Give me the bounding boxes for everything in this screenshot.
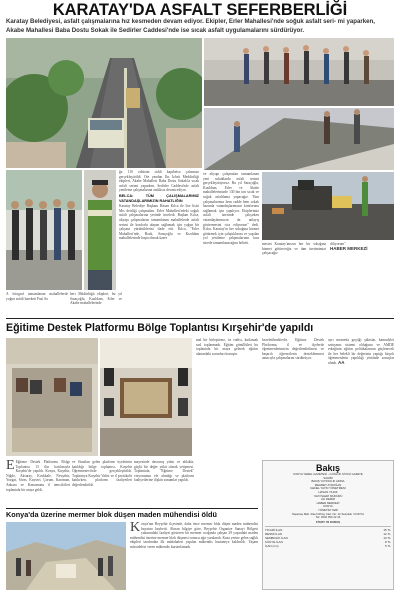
ad-rate-label: RESMİ İLAN	[265, 532, 283, 537]
ad-rate-price: 5 TL	[385, 544, 391, 549]
article3-col-1-text: onya'nın Beyşehir ilçesinde, daha önce mermer blok düşen maden mühendisi hayatını kaybetti. Alınan bilgiye göre, Beyşehir Organize Sanayi Bölgesi yakınındaki faaliyet gösteren bir mermer ocağında çalışan 29 yaşındaki maden mühendisi	[130, 522, 258, 540]
photo-officials-group	[6, 170, 82, 290]
photo-asphalt-machine	[262, 172, 394, 240]
photo-conference-room	[100, 338, 192, 456]
article2-dropcap: E	[6, 460, 15, 473]
article1-col-right	[203, 172, 259, 292]
ad-rate-label: İLAN (cm)	[265, 544, 279, 549]
article1-caption-2	[70, 292, 122, 314]
ad-rate-price: 15 TL	[383, 528, 391, 533]
divider-2	[6, 508, 258, 509]
article2-col-4-text: bezeletilmektedir. Eğitime Destek Platformu, il ve ilçelerde öğretmenlerimizin değerlendirilmesi ve başarılı öğrencilerin desteklenmesi amacıyla çalışmalarını sürdürüyor.	[262, 338, 324, 361]
ad-rates	[265, 526, 391, 548]
article3-col-1	[130, 522, 258, 590]
masthead-line-11: Nişantaş Mah. Rauf Orbay Cad. No: 12 Selçuklu / KONYA	[292, 511, 364, 516]
article1-signoff: HABER MERKEZİ	[330, 245, 368, 251]
masthead-line-12: Tel: 0332 350 42 43	[315, 515, 341, 520]
masthead-line-9: KONYA	[323, 504, 333, 509]
article1-tail	[262, 242, 326, 290]
article1-col-mid-text-2: Karatay Belediye Başkanı Hasan Kılca ile lise lisisi Mıs deirliği çalışmaları. Erler Mahallesi'ndeki soğuk asfalt çalışmalarına yerinde inceledi. Başkan Kılca, altyapı çalışmalarını tamamlanan mahallelerde asfalt serimi ile konforlu ulaşım sağlamak için yoğun bir çalışma yürüttüklerini ifade etti. Kılca, "Erler Mahallesi'nde, Bozk, Saraçoğlu ve Kızıldam mahallelerinde başta olmak üzere	[119, 204, 199, 241]
article1-tail-text-2: diliyorum"	[330, 242, 346, 246]
masthead-line-8: HABER MERKEZİ	[316, 500, 340, 505]
article1-col-mid-subhead: BELCA: TÜM ÇALIŞMALARIMIZ VATANDAŞLARIMIZIN RAHATLIĞIN	[119, 193, 199, 203]
article1-caption-text: A fotograf tamamlanan mahallelerde yoğun asfalt hareketi Pazi Sa	[6, 292, 68, 301]
photo-officials	[204, 38, 394, 106]
masthead-price: FİYATI: 50 KURUŞ	[316, 519, 340, 524]
article2-col-1-text: Eğitime Destek Platformu Bölge Toplantısı 13 ilin katılımıyla Kırşehir'de yapıldı. Konya, Kırşehir, Niğde, Aksaray, Kırıkkale, Nevşehir, Yozgat, Sivas, Kayseri, Çorum, Karaman, Ankara ve Kastamonu il temsilcileri toplantıda bir araya geldi.	[6, 460, 70, 492]
masthead-line-0: KONYA YEREL GAZETESİ - GÜNLÜK SİYASİ GAZETE	[293, 472, 363, 476]
masthead-title: Bakış	[315, 463, 341, 473]
article1-tail-2	[330, 242, 394, 290]
article2-col-3-text: mayesinde davranış yılmı ve ahlakla, güçlü bir değer yükü olarak yetişmesi. Toplantıda, "Eğitime Destek" vizyonunun ele alındığı ve platform faaliyetlerine ilişkin sunumlar yapıldı.	[134, 460, 194, 483]
article2-col-1	[6, 460, 70, 506]
article2-headline: Eğitime Destek Platformu Bölge Toplantısı Kırşehir'de yapıldı	[6, 322, 314, 334]
article1-col-right-text-2: Kılca, Karatay'ın her sokağına hizmet götürmek için çalıştıklarını ve yapılan yol yenileme çalışmalarının kısa sürede tamamlanacağını belirtti.	[203, 227, 259, 245]
article2-signoff: AA	[338, 359, 345, 365]
masthead-box	[262, 460, 394, 590]
article3-dropcap: K	[130, 522, 141, 535]
article1-caption	[6, 292, 68, 314]
article2-col-3	[134, 460, 194, 506]
article1-caption-text-2: heri Müdürlüğü ekipleri, bu yıl Saraçoğlu, Kızıldam, Erler ve Akabe mahallelerinde	[70, 292, 122, 306]
article1-col-mid	[119, 170, 199, 292]
masthead-line-2: BAKIŞ YAYINCILIK ADINA	[311, 479, 345, 484]
article2-col-2-text: ve Strazları gelen platform üyelerinin katıldığı bölge toplantısı, Kırşehir Öğretmenevi'nde gerçekleştirildi. Toplantıya Kırşehir Valisi ve il protokolü katılırken, platform faaliyetleri değerlendirildi.	[72, 460, 132, 487]
masthead-line-4: GENEL YAYIN YÖNETMENİ	[310, 486, 346, 491]
masthead-line-5: HASAN YILDIZ	[318, 489, 338, 494]
masthead-line-3: MEHMET AYDOĞAN	[314, 482, 342, 487]
article2-col-5-text: ayrı mesneda geçtiği şüktsün, kamudylet sartışmas sistemi olduğunu ve AMDE erkeğinin eğitim politikalarının güçlenecek ile her belekli bir değerinin yaptığı birçok öğretmenlerin yapıldığı yönünde sonuçlar alındı.	[328, 338, 394, 365]
article1-col-right-text: ve altyapı çalışmaları tamamlanan yeni sokaklarda asfalt serimi gerçekleştiriyoruz. Bu yıl Saraçoğlu, Kızıldam, Erler ve Akabe mahallelerimizde 130 bin ton sıcak ve soğuk asfaltlama yapacağız. Tüm çalışmalarımız hem cadde hem sokak bazında vatandaşlarımızın konforunu sağlamak için yapılıyor. Ekiplerimiz asfalt üzerinde çalışırken vatandaşlarımızın da anlayış göstermesini rica ediyorum" dedi.	[203, 172, 259, 227]
article1-col-mid-text: ğa 110 otbüsün siddi kapibetsa çalısması gerçekleştirildi. Ote yandan Ilıs İzlırit Meddiriliği ekipleri, Akabe Mahallesi Baba Dostu Sokak'ta sıcak asfalt serimi yaparken, Sedirler Caddesi'nde asfalt yenileme çalışmalarına aralıksız devam ediyor.	[119, 170, 199, 193]
article1-tail-text: mesini Karatay'ımızın her bir sokağına hizmet götüreceğiz ve tüm üretimimizi çalışacağız	[262, 242, 326, 256]
article1-subheadline: Karatay Belediyesi, asfalt çalışmalarına hız kesmeden devam ediyor. Ekipler, Erler Mahallesi'nde soğuk asfalt seri- mi yaparken, Akabe Mahallesi Baba Dostu Sokak ile Sedirler Caddesi'nde ise sıcak asfalt uygulamalarını sürdürüyor.	[6, 18, 375, 34]
ad-rate-label: SEMBOLİK İLAN	[265, 536, 288, 541]
ad-rate-price: 12 TL	[383, 532, 391, 537]
photo-sidewalk-workers	[204, 108, 394, 170]
article3-headline: Konya'da üzerine mermer blok düşen maden mühendisi öldü	[6, 510, 217, 519]
ad-rate-label: TİCARİ İLAN	[265, 528, 283, 533]
ad-rate-label: KÜNYE İLAN	[265, 540, 283, 545]
masthead-line-6: YAZI İŞLERİ MÜDÜRÜ	[313, 493, 343, 498]
photo-worker-closeup	[84, 170, 116, 290]
masthead-line-7: ALİ DEMİR	[321, 497, 335, 502]
article2-col-mid-top-text: mal bir birleştirme, öz vadisi, kutlamak sasl toplanmadı. Eğitim gönüllüleri bu toplantıda bir araya gelerek eğitim alanındaki sorunları konuştu.	[196, 338, 258, 356]
ad-rate-price: 8 TL	[385, 540, 391, 545]
article3-col-3-text: Yaşam mücadelesi veren mühendis kurtarılamadı.	[130, 540, 258, 549]
masthead-line-1: SAHİBİ	[323, 475, 333, 480]
masthead-line-10: YÖNETİM YERİ	[318, 507, 338, 512]
photo-quarry	[6, 522, 126, 590]
article2-col-mid-top	[196, 338, 258, 456]
ad-rate-price: 10 TL	[383, 536, 391, 541]
article1-headline: KARATAY'DA ASFALT SEFERBERLİĞİ	[52, 1, 348, 19]
article3-col-2-text: üzerine mermer blok düşmesi sonucu ağır yaralandı. Kaza yerine gelen sağlık ekipleri tarafından ilk müdahalesi yapılan mühendis hastaneye kaldırıldı.	[130, 535, 258, 545]
article2-col-4	[262, 338, 324, 456]
ad-rate-row	[265, 544, 391, 548]
photo-meeting-table	[6, 338, 98, 456]
photo-street-asphalt	[6, 38, 202, 168]
article2-col-2	[72, 460, 132, 506]
divider-1	[6, 318, 394, 319]
article2-col-5	[328, 338, 394, 456]
